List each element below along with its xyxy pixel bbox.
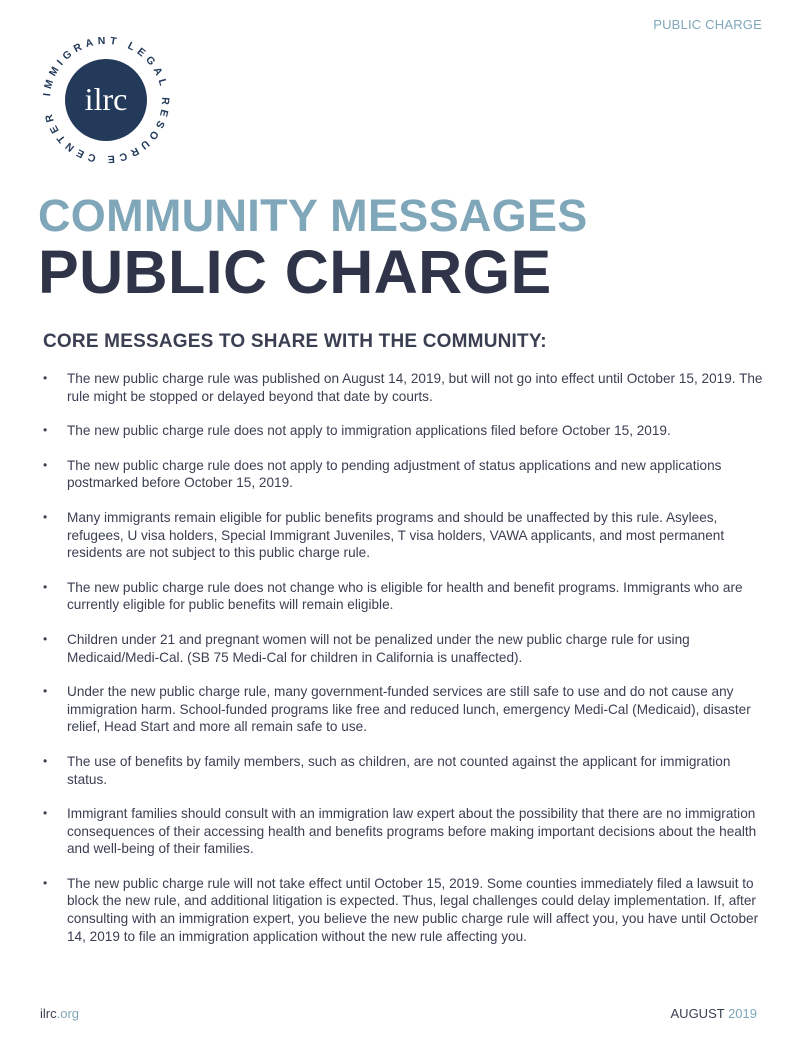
- bullet-text: The new public charge rule will not take effect until October 15, 2019. Some counties immediately filed a lawsuit to block the new rule, and additional litigation is expected. Thus, legal challenges could delay implementation. If, after consulting with an immigration expert, you believe the new public charge rule will affect you, you have until October 14, 2019 to file an immigration application without the new rule affecting you.: [67, 875, 759, 944]
- list-item: [43, 457, 763, 492]
- bullet-text: The new public charge rule does not apply to pending adjustment of status applications and new applications postmarked before October 15, 2019.: [67, 457, 722, 491]
- bullet-icon: •: [43, 631, 48, 646]
- list-item: [43, 875, 763, 945]
- logo-ring-text: IMMIGRANT LEGAL RESOURCE CENTER: [41, 34, 172, 166]
- bullet-text: The new public charge rule was published on August 14, 2019, but will not go into effect until October 15, 2019. The rule might be stopped or delayed beyond that date by courts.: [67, 371, 763, 404]
- footer-year: 2019: [728, 1006, 757, 1021]
- list-item: [43, 579, 763, 614]
- bullet-icon: •: [43, 875, 48, 890]
- header-tag: PUBLIC CHARGE: [653, 17, 762, 32]
- bullet-text: Immigrant families should consult with an immigration law expert about the possibility that there are no immigration consequences of their accessing health and benefits programs before making important decisions about the health and well-being of their families.: [67, 806, 757, 857]
- title-community-messages: COMMUNITY MESSAGES: [38, 190, 588, 241]
- list-item: [43, 509, 763, 562]
- bullet-text: The new public charge rule does not change who is eligible for health and benefit programs. Immigrants who are currently eligible for public benefits will remain eligible.: [67, 579, 743, 613]
- bullet-icon: •: [43, 753, 48, 768]
- list-item: [43, 753, 763, 788]
- bullet-text: Many immigrants remain eligible for public benefits programs and should be unaffected by this rule. Asylees, refugees, U visa holders, Special Immigrant Juveniles, T visa holders, VAWA applicants, and most permanent residents are not subject to this public charge rule.: [67, 509, 725, 561]
- list-item: [43, 805, 763, 858]
- bullet-icon: •: [43, 423, 48, 438]
- bullet-text: The use of benefits by family members, such as children, are not counted against the applicant for immigration status.: [67, 753, 731, 787]
- list-item: [43, 370, 763, 405]
- bullet-text: Under the new public charge rule, many government-funded services are still safe to use and do not cause any immigration harm. School-funded programs like free and reduced lunch, emergency Medi-Cal (Medicaid), disaster relief, Head Start and more all remain safe to use.: [67, 684, 751, 735]
- section-heading: CORE MESSAGES TO SHARE WITH THE COMMUNITY:: [43, 331, 547, 352]
- footer-month: AUGUST: [670, 1006, 725, 1021]
- logo-initials: ilrc: [84, 81, 128, 117]
- footer-tld: .org: [56, 1006, 80, 1021]
- bullet-icon: •: [43, 509, 48, 524]
- footer-domain: ilrc: [40, 1006, 57, 1021]
- bullet-icon: •: [43, 579, 48, 594]
- footer-website-link[interactable]: [40, 1006, 79, 1021]
- title-public-charge: PUBLIC CHARGE: [38, 238, 552, 306]
- bullet-icon: •: [43, 684, 48, 699]
- bullet-text: The new public charge rule does not apply to immigration applications filed before October 15, 2019.: [67, 423, 671, 439]
- bullet-icon: •: [43, 371, 48, 385]
- list-item: [43, 631, 763, 666]
- bullet-text: Children under 21 and pregnant women will not be penalized under the new public charge rule for using Medicaid/Medi-Cal. (SB 75 Medi-Cal for children in California is unaffected).: [67, 631, 690, 665]
- list-item: [43, 422, 763, 440]
- bullet-icon: •: [43, 457, 48, 472]
- footer-date: [671, 1006, 757, 1021]
- list-item: [43, 683, 763, 736]
- bullet-icon: •: [43, 806, 48, 821]
- core-messages-list: [43, 370, 763, 962]
- ilrc-logo: [36, 30, 176, 170]
